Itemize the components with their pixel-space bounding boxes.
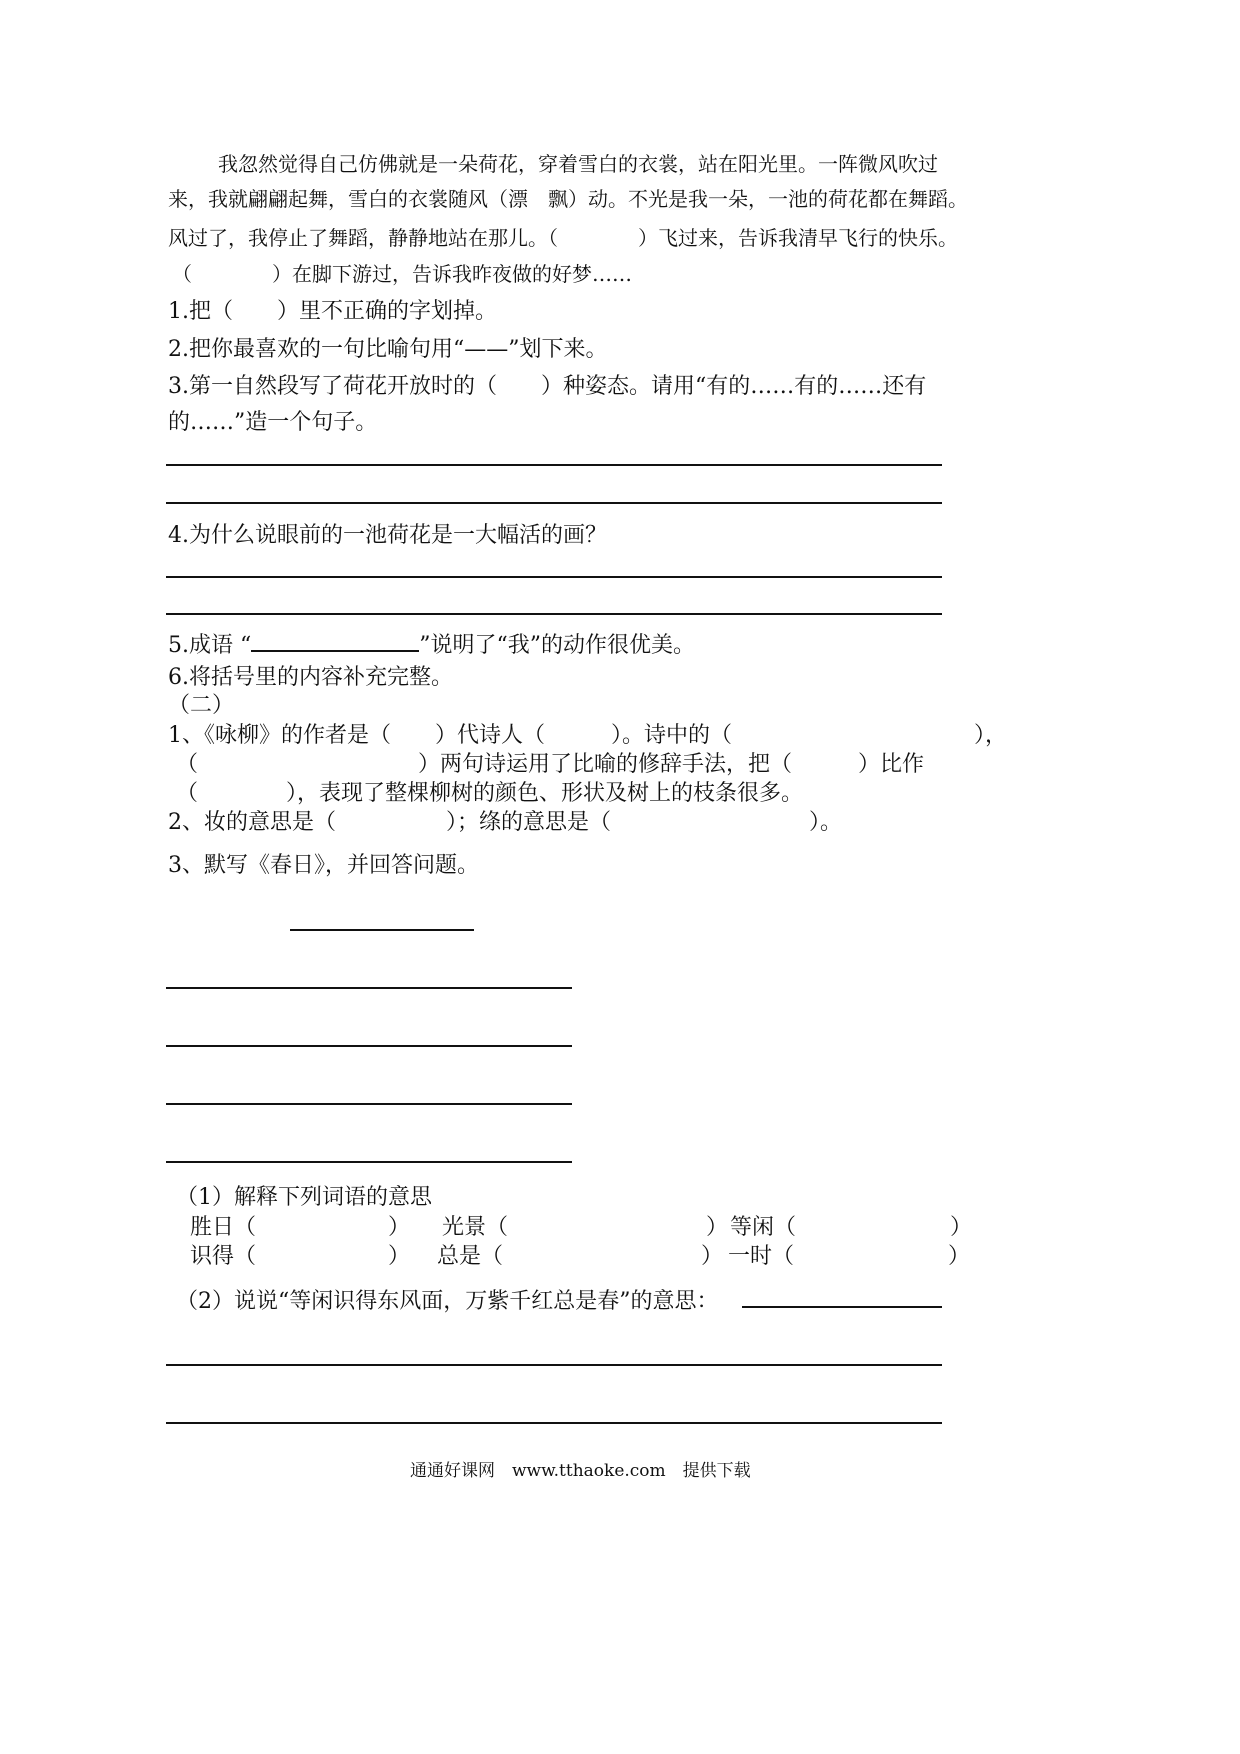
poem-line[interactable] [166,1045,572,1047]
vocab-heading: （1）解释下列词语的意思 [176,1185,432,1210]
question-1: 1.把（ ）里不正确的字划掉。 [168,299,497,324]
passage-line-2: 来，我就翩翩起舞，雪白的衣裳随风（漂 飘）动。不光是我一朵，一池的荷花都在舞蹈。 [168,187,968,211]
answer-line[interactable] [166,576,942,578]
question-6: 6.将括号里的内容补充完整。 [168,665,453,690]
idiom-blank[interactable] [251,628,419,652]
question-5-suffix: ”说明了“我”的动作很优美。 [419,633,695,658]
poem-question-1-line-3: （ ），表现了整棵柳树的颜色、形状及树上的枝条很多。 [176,781,804,806]
answer-line[interactable] [166,502,942,504]
answer-line[interactable] [166,1364,942,1366]
answer-line[interactable] [166,1422,942,1424]
question-3-line-2: 的……”造一个句子。 [168,410,378,435]
answer-line[interactable] [166,613,942,615]
question-4: 4.为什么说眼前的一池荷花是一大幅活的画？ [168,523,607,548]
poem-question-1-line-1: 1、《咏柳》的作者是（ ）代诗人（ ）。诗中的（ ）， [168,723,1008,748]
question-5 [168,628,695,659]
vocab-item: 光景（ ） [442,1215,729,1240]
vocab-item: 识得（ ） [190,1244,411,1269]
vocab-item: 胜日（ ） [190,1215,411,1240]
poem-line[interactable] [166,1161,572,1163]
question-2: 2.把你最喜欢的一句比喻句用“——”划下来。 [168,337,608,362]
vocab-item: 一时（ ） [728,1244,971,1269]
passage-line-3: 风过了，我停止了舞蹈，静静地站在那儿。（ ）飞过来，告诉我清早飞行的快乐。 [168,226,958,250]
poem-question-2: 2、妆的意思是（ ）；绦的意思是（ ）。 [168,810,842,835]
passage-line-4: （ ）在脚下游过，告诉我昨夜做的好梦…… [172,262,632,286]
poem-question-3: 3、默写《春日》，并回答问题。 [168,853,479,878]
vocab-item: 总是（ ） [437,1244,724,1269]
section-2-heading: （二） [168,693,235,718]
footer-text: 通通好课网 www.tthaoke.com 提供下载 [410,1461,751,1481]
meaning-question: （2）说说“等闲识得东风面，万紫千红总是春”的意思： [176,1289,719,1314]
poem-line[interactable] [166,1103,572,1105]
passage-line-1: 我忽然觉得自己仿佛就是一朵荷花，穿着雪白的衣裳，站在阳光里。一阵微风吹过 [218,152,938,176]
poem-question-1-line-2: （ ）两句诗运用了比喻的修辞手法，把（ ）比作 [176,752,925,777]
answer-line[interactable] [166,464,942,466]
question-3-line-1: 3.第一自然段写了荷花开放时的（ ）种姿态。请用“有的……有的……还有 [168,374,927,399]
answer-line[interactable] [742,1306,942,1308]
vocab-item: 等闲（ ） [730,1215,973,1240]
poem-title-line[interactable] [290,929,474,931]
poem-line[interactable] [166,987,572,989]
question-5-prefix: 5.成语 “ [168,633,252,658]
